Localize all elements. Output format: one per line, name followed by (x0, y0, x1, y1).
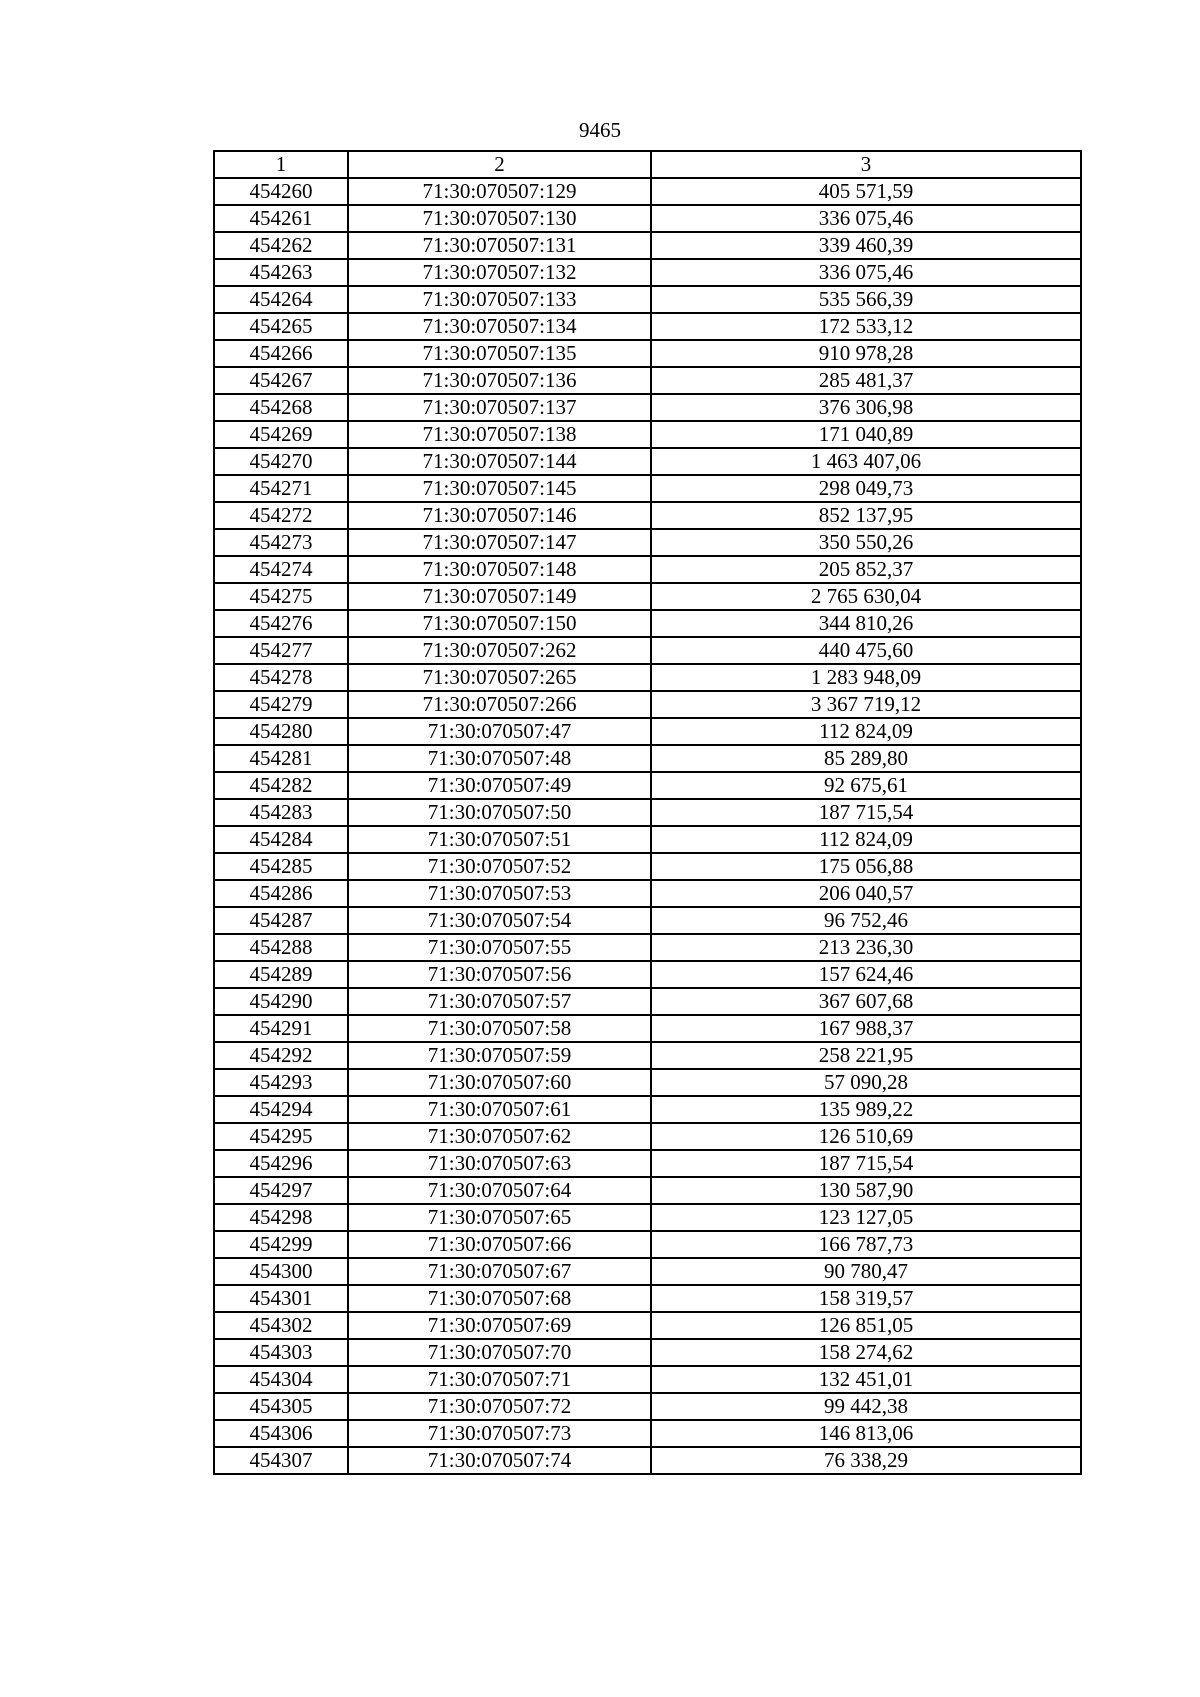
value-cell: 92 675,61 (651, 772, 1081, 799)
value-cell: 126 510,69 (651, 1123, 1081, 1150)
header-cell-2: 2 (348, 151, 651, 178)
table-row (214, 394, 1081, 421)
value-cell: 123 127,05 (651, 1204, 1081, 1231)
header-cell-3: 3 (651, 151, 1081, 178)
table-row (214, 1123, 1081, 1150)
value-cell: 187 715,54 (651, 799, 1081, 826)
value-cell: 126 851,05 (651, 1312, 1081, 1339)
table-row (214, 799, 1081, 826)
table-row (214, 961, 1081, 988)
table-row (214, 1015, 1081, 1042)
value-cell: 2 765 630,04 (651, 583, 1081, 610)
cadastral-number-cell: 71:30:070507:266 (348, 691, 651, 718)
table-row (214, 1231, 1081, 1258)
cadastral-number-cell: 71:30:070507:57 (348, 988, 651, 1015)
row-number-cell: 454266 (214, 340, 348, 367)
row-number-cell: 454286 (214, 880, 348, 907)
table-row (214, 691, 1081, 718)
table-row (214, 664, 1081, 691)
table-row (214, 340, 1081, 367)
row-number-cell: 454287 (214, 907, 348, 934)
cadastral-number-cell: 71:30:070507:49 (348, 772, 651, 799)
table-row (214, 1366, 1081, 1393)
table-row (214, 1339, 1081, 1366)
table-row (214, 367, 1081, 394)
value-cell: 157 624,46 (651, 961, 1081, 988)
table-header (214, 151, 1081, 178)
value-cell: 158 274,62 (651, 1339, 1081, 1366)
row-number-cell: 454262 (214, 232, 348, 259)
row-number-cell: 454295 (214, 1123, 348, 1150)
row-number-cell: 454291 (214, 1015, 348, 1042)
row-number-cell: 454303 (214, 1339, 348, 1366)
cadastral-number-cell: 71:30:070507:72 (348, 1393, 651, 1420)
value-cell: 146 813,06 (651, 1420, 1081, 1447)
row-number-cell: 454300 (214, 1258, 348, 1285)
value-cell: 99 442,38 (651, 1393, 1081, 1420)
row-number-cell: 454260 (214, 178, 348, 205)
table-row (214, 880, 1081, 907)
cadastral-number-cell: 71:30:070507:64 (348, 1177, 651, 1204)
table-row (214, 907, 1081, 934)
row-number-cell: 454276 (214, 610, 348, 637)
table-row (214, 448, 1081, 475)
value-cell: 85 289,80 (651, 745, 1081, 772)
value-cell: 167 988,37 (651, 1015, 1081, 1042)
row-number-cell: 454265 (214, 313, 348, 340)
table-row (214, 1285, 1081, 1312)
table-row (214, 988, 1081, 1015)
table-row (214, 421, 1081, 448)
cadastral-number-cell: 71:30:070507:136 (348, 367, 651, 394)
cadastral-number-cell: 71:30:070507:132 (348, 259, 651, 286)
value-cell: 172 533,12 (651, 313, 1081, 340)
cadastral-number-cell: 71:30:070507:74 (348, 1447, 651, 1474)
table-row (214, 313, 1081, 340)
cadastral-number-cell: 71:30:070507:147 (348, 529, 651, 556)
value-cell: 350 550,26 (651, 529, 1081, 556)
value-cell: 535 566,39 (651, 286, 1081, 313)
row-number-cell: 454275 (214, 583, 348, 610)
header-row (214, 151, 1081, 178)
value-cell: 405 571,59 (651, 178, 1081, 205)
row-number-cell: 454277 (214, 637, 348, 664)
cadastral-number-cell: 71:30:070507:63 (348, 1150, 651, 1177)
table-row (214, 718, 1081, 745)
row-number-cell: 454293 (214, 1069, 348, 1096)
row-number-cell: 454272 (214, 502, 348, 529)
value-cell: 171 040,89 (651, 421, 1081, 448)
value-cell: 132 451,01 (651, 1366, 1081, 1393)
value-cell: 1 463 407,06 (651, 448, 1081, 475)
cadastral-number-cell: 71:30:070507:66 (348, 1231, 651, 1258)
cadastral-number-cell: 71:30:070507:61 (348, 1096, 651, 1123)
value-cell: 376 306,98 (651, 394, 1081, 421)
value-cell: 96 752,46 (651, 907, 1081, 934)
row-number-cell: 454283 (214, 799, 348, 826)
table-row (214, 232, 1081, 259)
table-row (214, 475, 1081, 502)
value-cell: 206 040,57 (651, 880, 1081, 907)
table-row (214, 205, 1081, 232)
row-number-cell: 454279 (214, 691, 348, 718)
row-number-cell: 454280 (214, 718, 348, 745)
row-number-cell: 454267 (214, 367, 348, 394)
row-number-cell: 454269 (214, 421, 348, 448)
cadastral-number-cell: 71:30:070507:262 (348, 637, 651, 664)
cadastral-number-cell: 71:30:070507:129 (348, 178, 651, 205)
table-row (214, 826, 1081, 853)
cadastral-number-cell: 71:30:070507:130 (348, 205, 651, 232)
page-number: 9465 (579, 118, 621, 142)
value-cell: 344 810,26 (651, 610, 1081, 637)
table-row (214, 1150, 1081, 1177)
row-number-cell: 454307 (214, 1447, 348, 1474)
cadastral-number-cell: 71:30:070507:73 (348, 1420, 651, 1447)
row-number-cell: 454261 (214, 205, 348, 232)
row-number-cell: 454263 (214, 259, 348, 286)
row-number-cell: 454281 (214, 745, 348, 772)
cadastral-number-cell: 71:30:070507:58 (348, 1015, 651, 1042)
data-table (213, 150, 1082, 1475)
value-cell: 135 989,22 (651, 1096, 1081, 1123)
cadastral-number-cell: 71:30:070507:69 (348, 1312, 651, 1339)
cadastral-number-cell: 71:30:070507:144 (348, 448, 651, 475)
cadastral-number-cell: 71:30:070507:48 (348, 745, 651, 772)
table-row (214, 286, 1081, 313)
cadastral-number-cell: 71:30:070507:149 (348, 583, 651, 610)
value-cell: 187 715,54 (651, 1150, 1081, 1177)
value-cell: 166 787,73 (651, 1231, 1081, 1258)
table-row (214, 529, 1081, 556)
row-number-cell: 454305 (214, 1393, 348, 1420)
value-cell: 852 137,95 (651, 502, 1081, 529)
cadastral-number-cell: 71:30:070507:67 (348, 1258, 651, 1285)
value-cell: 112 824,09 (651, 826, 1081, 853)
value-cell: 336 075,46 (651, 205, 1081, 232)
value-cell: 205 852,37 (651, 556, 1081, 583)
row-number-cell: 454298 (214, 1204, 348, 1231)
row-number-cell: 454284 (214, 826, 348, 853)
cadastral-number-cell: 71:30:070507:60 (348, 1069, 651, 1096)
cadastral-number-cell: 71:30:070507:146 (348, 502, 651, 529)
cadastral-number-cell: 71:30:070507:51 (348, 826, 651, 853)
table-row (214, 1312, 1081, 1339)
value-cell: 57 090,28 (651, 1069, 1081, 1096)
row-number-cell: 454290 (214, 988, 348, 1015)
row-number-cell: 454271 (214, 475, 348, 502)
cadastral-number-cell: 71:30:070507:137 (348, 394, 651, 421)
table-row (214, 934, 1081, 961)
cadastral-number-cell: 71:30:070507:53 (348, 880, 651, 907)
cadastral-number-cell: 71:30:070507:150 (348, 610, 651, 637)
row-number-cell: 454273 (214, 529, 348, 556)
table-row (214, 1069, 1081, 1096)
table-row (214, 1096, 1081, 1123)
row-number-cell: 454264 (214, 286, 348, 313)
table-row (214, 1420, 1081, 1447)
cadastral-number-cell: 71:30:070507:138 (348, 421, 651, 448)
cadastral-number-cell: 71:30:070507:134 (348, 313, 651, 340)
row-number-cell: 454282 (214, 772, 348, 799)
table-row (214, 1042, 1081, 1069)
table-row (214, 1177, 1081, 1204)
table-row (214, 853, 1081, 880)
row-number-cell: 454301 (214, 1285, 348, 1312)
cadastral-number-cell: 71:30:070507:133 (348, 286, 651, 313)
cadastral-number-cell: 71:30:070507:70 (348, 1339, 651, 1366)
header-cell-1: 1 (214, 151, 348, 178)
table-row (214, 502, 1081, 529)
cadastral-number-cell: 71:30:070507:56 (348, 961, 651, 988)
row-number-cell: 454285 (214, 853, 348, 880)
table-row (214, 1447, 1081, 1474)
cadastral-number-cell: 71:30:070507:65 (348, 1204, 651, 1231)
value-cell: 3 367 719,12 (651, 691, 1081, 718)
value-cell: 90 780,47 (651, 1258, 1081, 1285)
value-cell: 213 236,30 (651, 934, 1081, 961)
value-cell: 112 824,09 (651, 718, 1081, 745)
cadastral-number-cell: 71:30:070507:62 (348, 1123, 651, 1150)
cadastral-number-cell: 71:30:070507:55 (348, 934, 651, 961)
cadastral-number-cell: 71:30:070507:52 (348, 853, 651, 880)
table-row (214, 1204, 1081, 1231)
cadastral-number-cell: 71:30:070507:131 (348, 232, 651, 259)
table-row (214, 583, 1081, 610)
row-number-cell: 454304 (214, 1366, 348, 1393)
table-row (214, 1258, 1081, 1285)
table-body (214, 178, 1081, 1474)
value-cell: 298 049,73 (651, 475, 1081, 502)
value-cell: 1 283 948,09 (651, 664, 1081, 691)
row-number-cell: 454302 (214, 1312, 348, 1339)
value-cell: 258 221,95 (651, 1042, 1081, 1069)
cadastral-number-cell: 71:30:070507:54 (348, 907, 651, 934)
cadastral-number-cell: 71:30:070507:148 (348, 556, 651, 583)
row-number-cell: 454268 (214, 394, 348, 421)
table-row (214, 772, 1081, 799)
cadastral-number-cell: 71:30:070507:71 (348, 1366, 651, 1393)
value-cell: 339 460,39 (651, 232, 1081, 259)
value-cell: 440 475,60 (651, 637, 1081, 664)
row-number-cell: 454297 (214, 1177, 348, 1204)
table-row (214, 610, 1081, 637)
row-number-cell: 454299 (214, 1231, 348, 1258)
value-cell: 367 607,68 (651, 988, 1081, 1015)
cadastral-number-cell: 71:30:070507:135 (348, 340, 651, 367)
cadastral-number-cell: 71:30:070507:68 (348, 1285, 651, 1312)
value-cell: 175 056,88 (651, 853, 1081, 880)
table-row (214, 259, 1081, 286)
row-number-cell: 454306 (214, 1420, 348, 1447)
value-cell: 285 481,37 (651, 367, 1081, 394)
cadastral-number-cell: 71:30:070507:265 (348, 664, 651, 691)
table-row (214, 178, 1081, 205)
row-number-cell: 454288 (214, 934, 348, 961)
table-row (214, 556, 1081, 583)
cadastral-number-cell: 71:30:070507:145 (348, 475, 651, 502)
cadastral-number-cell: 71:30:070507:47 (348, 718, 651, 745)
table-row (214, 1393, 1081, 1420)
value-cell: 158 319,57 (651, 1285, 1081, 1312)
cadastral-number-cell: 71:30:070507:50 (348, 799, 651, 826)
row-number-cell: 454274 (214, 556, 348, 583)
cadastral-number-cell: 71:30:070507:59 (348, 1042, 651, 1069)
value-cell: 76 338,29 (651, 1447, 1081, 1474)
row-number-cell: 454289 (214, 961, 348, 988)
table-row (214, 637, 1081, 664)
table-row (214, 745, 1081, 772)
row-number-cell: 454270 (214, 448, 348, 475)
row-number-cell: 454292 (214, 1042, 348, 1069)
row-number-cell: 454296 (214, 1150, 348, 1177)
value-cell: 336 075,46 (651, 259, 1081, 286)
row-number-cell: 454278 (214, 664, 348, 691)
row-number-cell: 454294 (214, 1096, 348, 1123)
value-cell: 910 978,28 (651, 340, 1081, 367)
value-cell: 130 587,90 (651, 1177, 1081, 1204)
